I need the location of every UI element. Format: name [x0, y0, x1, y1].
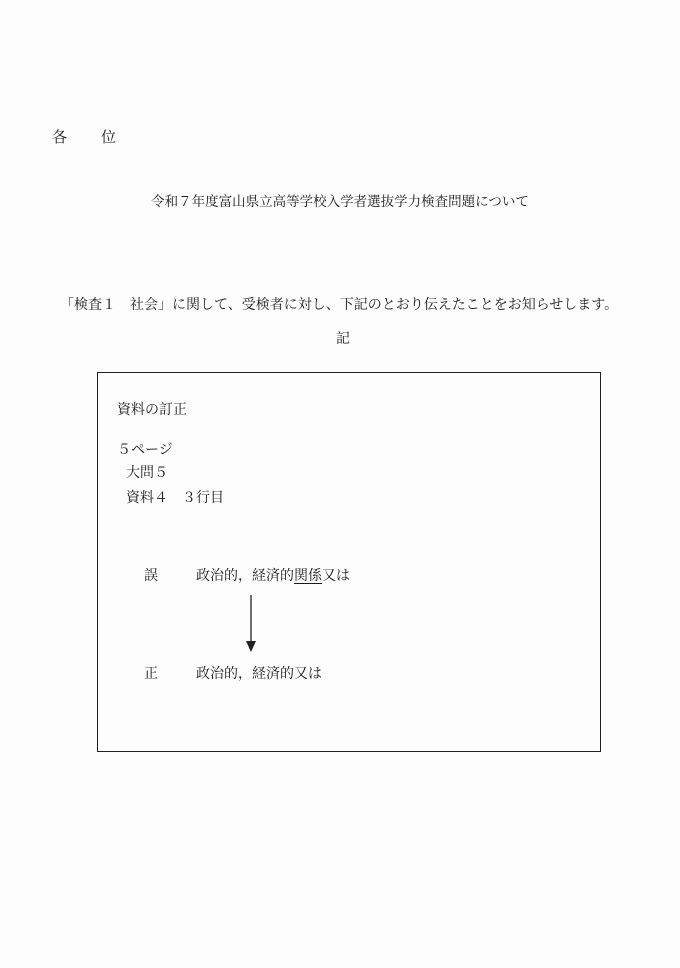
section-reference: 大問５	[126, 465, 168, 481]
correction-box	[97, 372, 601, 752]
correct-label: 正	[144, 666, 158, 682]
intro-text: 「検査１ 社会」に関して、受検者に対し、下記のとおり伝えたことをお知らせします。	[60, 297, 619, 313]
addressee	[52, 126, 116, 147]
wrong-text-underlined: 関係	[294, 568, 322, 584]
addressee-first: 各	[52, 128, 68, 146]
down-arrow-icon	[244, 595, 258, 653]
wrong-label: 誤	[144, 568, 158, 584]
correction-title: 資料の訂正	[117, 402, 187, 418]
correct-text: 政治的，経済的又は	[196, 666, 322, 682]
wrong-text	[196, 565, 350, 585]
addressee-second: 位	[101, 128, 117, 146]
wrong-text-before: 政治的，経済的	[196, 568, 294, 584]
document-title: 令和７年度富山県立高等学校入学者選抜学力検査問題について	[151, 194, 529, 210]
page-reference: ５ページ	[117, 442, 173, 458]
ki-heading: 記	[336, 331, 350, 347]
wrong-text-after: 又は	[322, 568, 350, 584]
material-reference: 資料４ ３行目	[126, 490, 224, 506]
